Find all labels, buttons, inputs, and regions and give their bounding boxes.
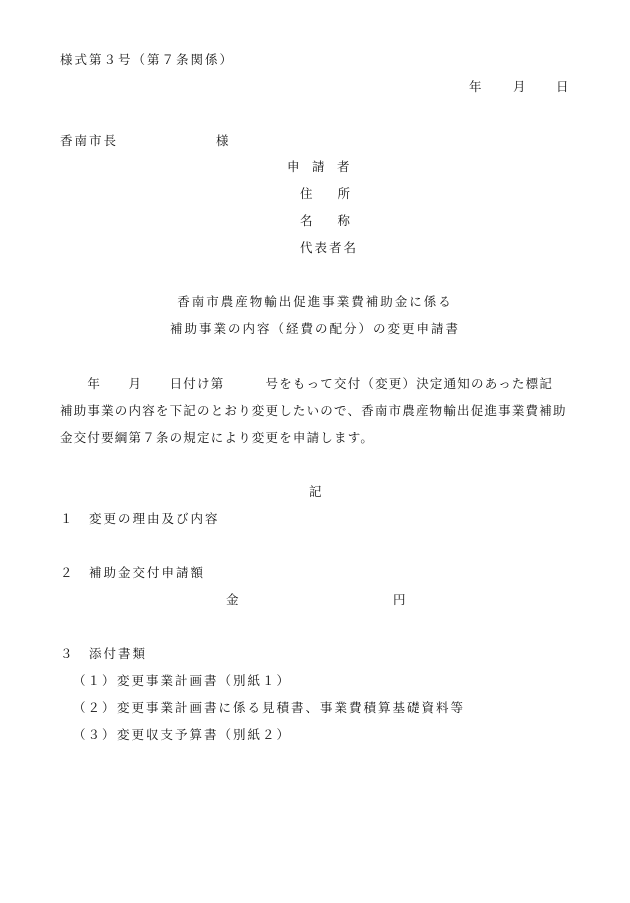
item-3-label: 添付書類 — [89, 646, 148, 661]
form-label: 様式第３号（第７条関係） — [60, 52, 235, 67]
attachment-2-text: 変更事業計画書に係る見積書、事業費積算基礎資料等 — [117, 700, 466, 715]
body-line-3: 金交付要綱第７条の規定により変更を申請します。 — [60, 430, 375, 445]
attachment-1-text: 変更事業計画書（別紙１） — [117, 673, 292, 688]
body-line-2: 補助事業の内容を下記のとおり変更したいので、香南市農産物輸出促進事業費補助 — [60, 403, 567, 418]
attachment-2-number: （２） — [73, 700, 117, 715]
amount-unit: 円 — [393, 592, 406, 607]
item-1-label: 変更の理由及び内容 — [89, 511, 220, 526]
addressee-name: 香南市長 — [60, 133, 119, 148]
addressee-honorific: 様 — [216, 133, 229, 148]
body-paragraph — [60, 370, 580, 451]
item-2-number: ２ — [60, 565, 73, 580]
attachment-1-number: （１） — [73, 673, 117, 688]
date-day: 日 — [556, 79, 569, 94]
title-line-2: 補助事業の内容（経費の配分）の変更申請書 — [169, 321, 460, 336]
item-2-label: 補助金交付申請額 — [89, 565, 206, 580]
item-3-number: ３ — [60, 646, 73, 661]
applicant-representative-label: 代表者名 — [300, 240, 359, 255]
record-mark: 記 — [309, 484, 322, 499]
attachment-3-number: （３） — [73, 727, 117, 742]
applicant-heading: 申 請 者 — [287, 159, 350, 174]
applicant-address-label: 住 所 — [300, 186, 351, 201]
item-1-number: １ — [60, 511, 73, 526]
date-month: 月 — [513, 79, 526, 94]
amount-prefix: 金 — [226, 592, 239, 607]
date-year: 年 — [469, 79, 482, 94]
title-line-1: 香南市農産物輸出促進事業費補助金に係る — [177, 294, 453, 309]
applicant-name-label: 名 称 — [300, 213, 351, 228]
attachment-3-text: 変更収支予算書（別紙２） — [117, 727, 292, 742]
body-line-1: 年 月 日付け第 号をもって交付（変更）決定通知のあった標記 — [60, 376, 554, 391]
